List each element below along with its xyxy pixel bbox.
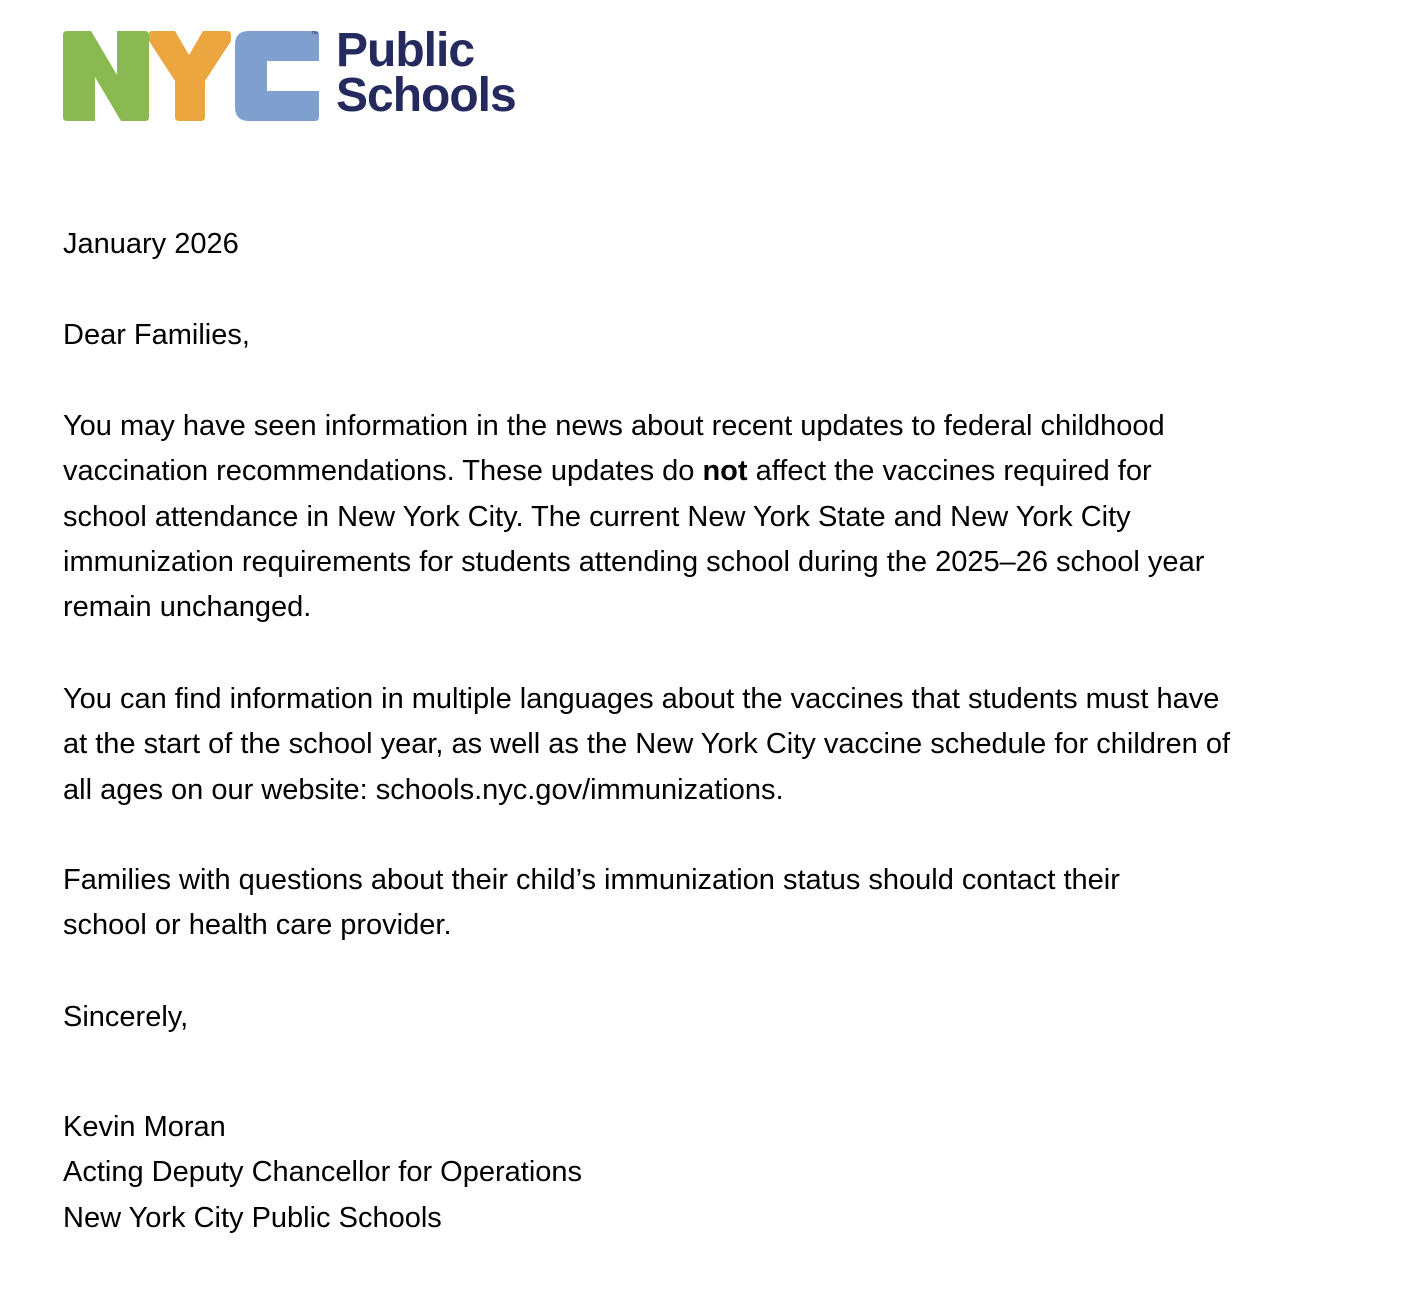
nyc-public-schools-logo [63, 24, 543, 122]
paragraph-line: vaccination recommendations. These updates do not affect the vaccines required for [63, 455, 1152, 488]
paragraph-line: You can find information in multiple languages about the vaccines that students must have [63, 683, 1220, 715]
emphasis-not: not [702, 455, 748, 488]
letter-date: January 2026 [63, 228, 239, 260]
paragraph-line: immunization requirements for students attending school during the 2025–26 school year [63, 545, 1205, 578]
signature-title: Acting Deputy Chancellor for Operations [63, 1156, 583, 1189]
logo-word-schools: Schools [336, 69, 516, 122]
signature-organization: New York City Public Schools [63, 1201, 442, 1234]
logo-letter-y [149, 31, 231, 121]
logo-letter-n [63, 31, 149, 121]
signature-block [63, 1105, 1353, 1241]
letter-closing: Sincerely, [63, 1001, 189, 1033]
paragraph-line: Families with questions about their child’s immunization status should contact their [63, 864, 1120, 896]
logo-wordmark [336, 24, 516, 122]
logo-letter-c [235, 31, 319, 121]
logo-word-public: Public [336, 24, 475, 77]
paragraph-contact [63, 858, 1353, 949]
paragraph-line: school or health care provider. [63, 909, 452, 942]
paragraph-line: at the start of the school year, as well as the New York City vaccine schedule for children of [63, 728, 1231, 761]
signature-name: Kevin Moran [63, 1111, 226, 1143]
paragraph-line: remain unchanged. [63, 591, 312, 624]
paragraph-website-info [63, 677, 1353, 813]
paragraph-federal-updates [63, 404, 1353, 630]
paragraph-line: school attendance in New York City. The current New York State and New York City [63, 500, 1131, 533]
paragraph-line: all ages on our website: schools.nyc.gov/immunizations. [63, 773, 784, 806]
letter-greeting: Dear Families, [63, 319, 250, 351]
logo-trademark: ™ [311, 31, 318, 38]
paragraph-line: You may have seen information in the news about recent updates to federal childhood [63, 410, 1165, 442]
nyc-logo-mark [63, 31, 323, 121]
